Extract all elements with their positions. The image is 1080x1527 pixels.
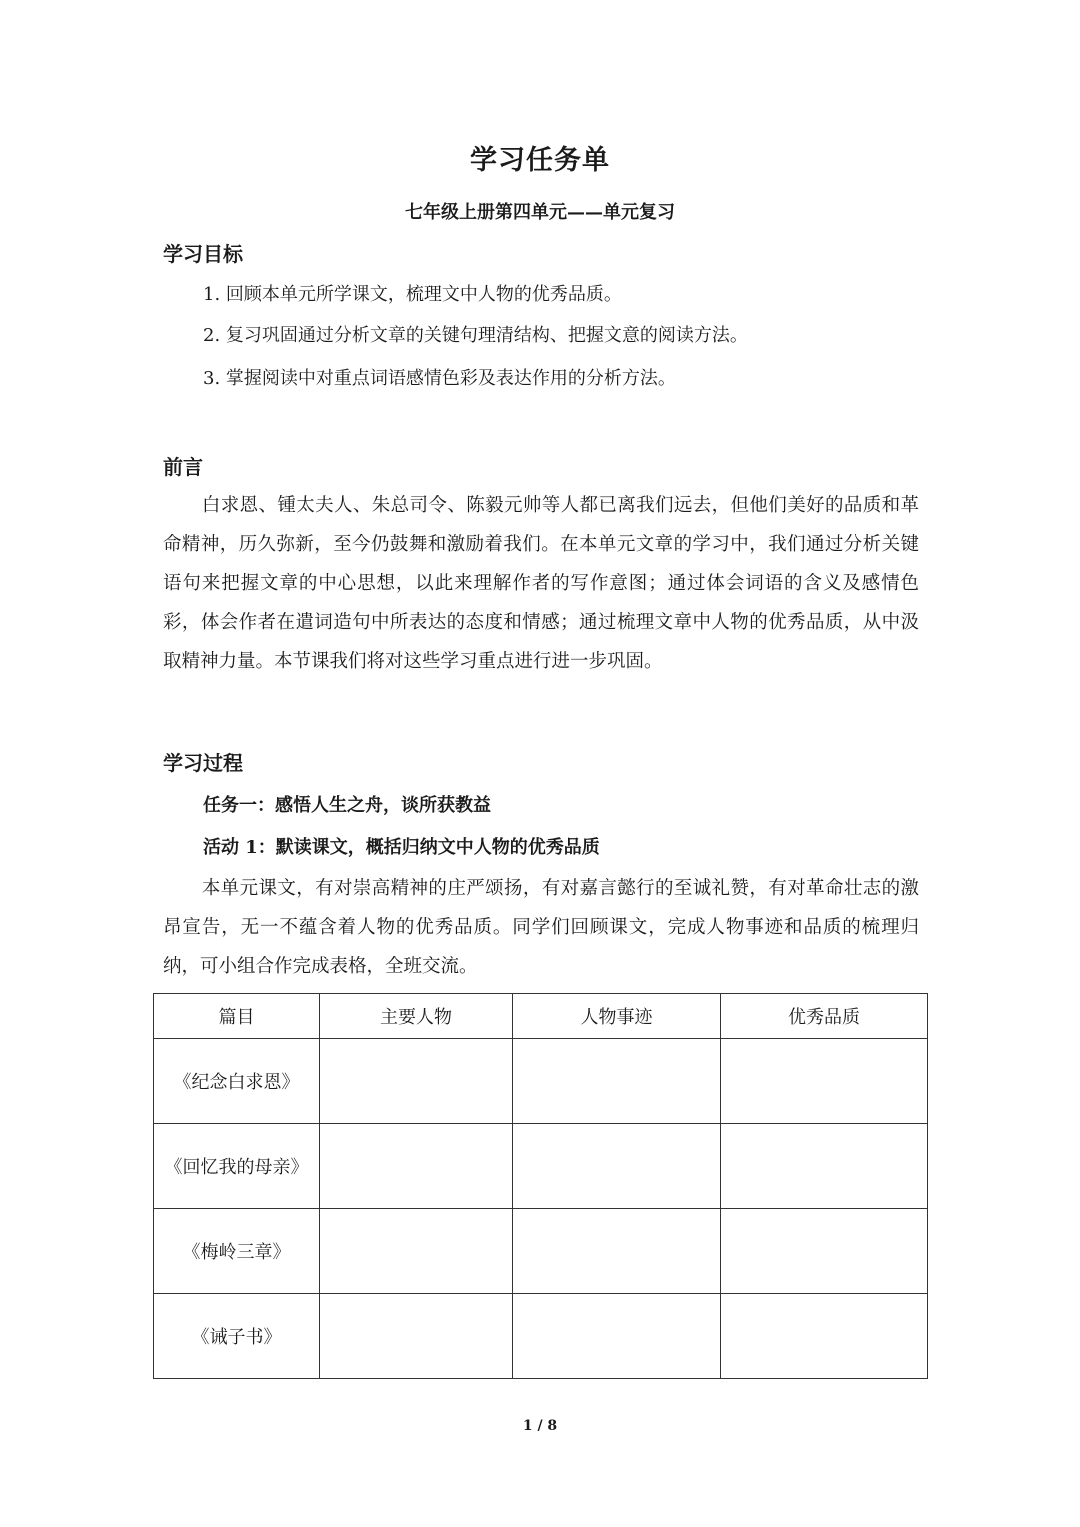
- cell-title: 《回忆我的母亲》: [154, 1124, 320, 1209]
- cell-title: 《纪念白求恩》: [154, 1039, 320, 1124]
- document-subtitle: 七年级上册第四单元——单元复习: [405, 202, 675, 223]
- page-number: 1 / 8: [522, 1418, 558, 1434]
- header-cell-qualities: 优秀品质: [721, 994, 928, 1039]
- cell-qualities[interactable]: [721, 1039, 928, 1124]
- objective-item-1: 1. 回顾本单元所学课文，梳理文中人物的优秀品质。: [203, 284, 622, 305]
- header-cell-deeds: 人物事迹: [513, 994, 721, 1039]
- cell-title: 《梅岭三章》: [154, 1209, 320, 1294]
- cell-deeds[interactable]: [513, 1124, 721, 1209]
- activity-1-text: 本单元课文，有对崇高精神的庄严颂扬，有对嘉言懿行的至诚礼赞，有对革命壮志的激昂宣告，无一不蕴含着人物的优秀品质。同学们回顾课文，完成人物事迹和品质的梳理归纳，可小组合作完成表格，全班交流。: [163, 878, 919, 977]
- cell-main-character[interactable]: [320, 1294, 513, 1379]
- preface-paragraph: [163, 486, 919, 681]
- cell-main-character[interactable]: [320, 1209, 513, 1294]
- document-title: 学习任务单: [470, 145, 610, 176]
- task-1-title: 任务一：感悟人生之舟，谈所获教益: [203, 795, 491, 816]
- table-header-row: [154, 994, 928, 1039]
- header-cell-main-character: 主要人物: [320, 994, 513, 1039]
- table-row: [154, 1209, 928, 1294]
- table-row: [154, 1039, 928, 1124]
- activity-1-title: 活动 1：默读课文，概括归纳文中人物的优秀品质: [203, 837, 600, 858]
- summary-table: [153, 993, 928, 1379]
- preface-text: 白求恩、锺太夫人、朱总司令、陈毅元帅等人都已离我们远去，但他们美好的品质和革命精神，历久弥新，至今仍鼓舞和激励着我们。在本单元文章的学习中，我们通过分析关键语句来把握文章的中心思想，以此来理解作者的写作意图；通过体会词语的含义及感情色彩，体会作者在遣词造句中所表达的态度和情感；通过梳理文章中人物的优秀品质，从中汲取精神力量。本节课我们将对这些学习重点进行进一步巩固。: [163, 495, 919, 672]
- cell-deeds[interactable]: [513, 1294, 721, 1379]
- cell-deeds[interactable]: [513, 1209, 721, 1294]
- header-cell-title: 篇目: [154, 994, 320, 1039]
- objective-item-3: 3. 掌握阅读中对重点词语感情色彩及表达作用的分析方法。: [203, 368, 676, 389]
- activity-1-paragraph: [163, 869, 919, 986]
- cell-title: 《诫子书》: [154, 1294, 320, 1379]
- table-row: [154, 1124, 928, 1209]
- table-row: [154, 1294, 928, 1379]
- cell-qualities[interactable]: [721, 1294, 928, 1379]
- cell-deeds[interactable]: [513, 1039, 721, 1124]
- objective-item-2: 2. 复习巩固通过分析文章的关键句理清结构、把握文意的阅读方法。: [203, 325, 748, 346]
- preface-heading: 前言: [163, 455, 203, 479]
- cell-main-character[interactable]: [320, 1039, 513, 1124]
- cell-main-character[interactable]: [320, 1124, 513, 1209]
- cell-qualities[interactable]: [721, 1209, 928, 1294]
- process-heading: 学习过程: [163, 751, 243, 775]
- objectives-heading: 学习目标: [163, 242, 243, 266]
- cell-qualities[interactable]: [721, 1124, 928, 1209]
